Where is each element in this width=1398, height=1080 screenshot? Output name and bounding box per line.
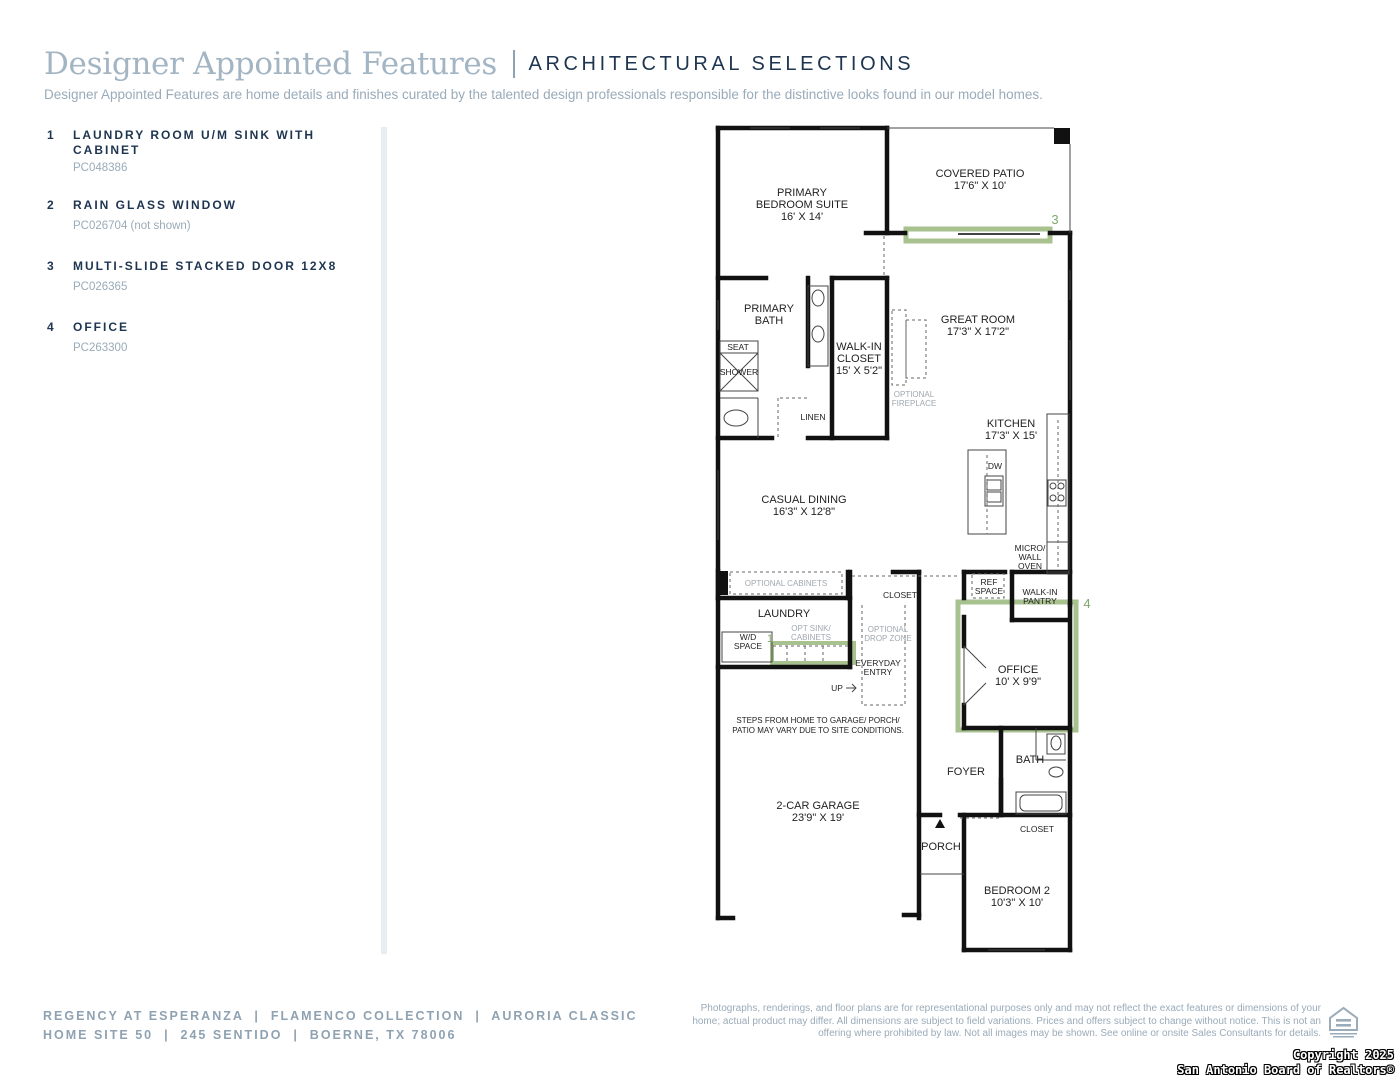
optional-cabinets-label: OPTIONAL CABINETS — [744, 579, 828, 588]
feature-item-office — [44, 320, 364, 360]
kitchen-dim: 17'3" X 15' — [984, 430, 1038, 442]
micro-wall-oven-label-3: OVEN — [1017, 561, 1043, 571]
porch-label: PORCH — [921, 841, 961, 853]
walk-in-closet-label: WALK-IN — [836, 341, 882, 353]
walk-in-pantry-label: WALK-IN — [1022, 587, 1058, 597]
feature-label: RAIN GLASS WINDOW — [73, 198, 237, 212]
linen-label: LINEN — [800, 412, 826, 422]
optional-fireplace-label-2: FIREPLACE — [891, 399, 937, 408]
opt-sink-label-2: CABINETS — [790, 633, 832, 642]
covered-patio-dim: 17'6" X 10' — [953, 180, 1007, 192]
up-arrow-icon — [846, 684, 856, 692]
optional-drop-zone-label: OPTIONAL — [867, 625, 909, 634]
marker-4: 4 — [1083, 596, 1091, 611]
copyright-watermark — [1177, 1048, 1394, 1078]
feature-item-laundry-sink — [44, 128, 364, 198]
vertical-divider-bar — [381, 127, 387, 954]
laundry-label: LAUNDRY — [757, 608, 811, 620]
feature-label: OFFICE — [73, 320, 129, 334]
up-label: UP — [831, 683, 843, 693]
steps-note-line-1: STEPS FROM HOME TO GARAGE/ PORCH/ — [736, 716, 900, 725]
footer-line-1: REGENCY AT ESPERANZA | FLAMENCO COLLECTION | AURORIA CLASSIC — [43, 1009, 638, 1023]
everyday-entry-label: EVERYDAY — [855, 658, 901, 668]
closet-lower-label: CLOSET — [1019, 824, 1055, 834]
feature-number: 1 — [47, 128, 54, 142]
feature-item-multi-slide-door — [44, 259, 364, 320]
feature-label: MULTI-SLIDE STACKED DOOR 12X8 — [73, 259, 338, 273]
marker-3: 3 — [1051, 212, 1059, 227]
title-divider — [513, 50, 515, 78]
disclaimer-text: Photographs, renderings, and floor plans are for representational purposes only and may not reflect the exact features or dimensions of your home; actual product may differ. All dimensions are subject to field variations. Prices and offers subject to change without notice. This is not an offering where prohibited by law. Not all images may be shown. See online or onsite Sales Consultants for details. — [692, 1003, 1321, 1040]
bedroom2-label: BEDROOM 2 — [983, 885, 1051, 897]
everyday-entry-label-2: ENTRY — [863, 667, 893, 677]
wd-space-label-2: SPACE — [733, 641, 763, 651]
feature-number: 4 — [47, 320, 54, 334]
walk-in-pantry-label-2: PANTRY — [1023, 596, 1057, 606]
kitchen-label: KITCHEN — [986, 418, 1036, 430]
primary-bedroom-dim: 16' X 14' — [780, 211, 824, 223]
optional-fireplace-label: OPTIONAL — [893, 390, 935, 399]
feature-list — [44, 128, 364, 360]
great-room-dim: 17'3" X 17'2" — [946, 326, 1010, 338]
footer-line-2: HOME SITE 50 | 245 SENTIDO | BOERNE, TX 78006 — [43, 1028, 457, 1042]
walk-in-closet-label-2: CLOSET — [836, 353, 882, 365]
seat-label: SEAT — [727, 342, 749, 352]
bath-label: BATH — [1015, 754, 1045, 766]
micro-wall-oven-label: MICRO/ — [1014, 543, 1046, 553]
feature-label: LAUNDRY ROOM U/M SINK WITH CABINET — [73, 128, 315, 157]
great-room-label: GREAT ROOM — [940, 314, 1016, 326]
page-title: Designer Appointed Features — [44, 46, 498, 82]
walls — [718, 128, 1070, 950]
primary-bath-label-2: BATH — [754, 315, 784, 327]
thin-lines — [718, 128, 1070, 950]
intro-text: Designer Appointed Features are home details and finishes curated by the talented design professionals responsible for the distinctive looks found in our model homes. — [44, 87, 1043, 102]
equal-housing-opportunity-icon — [1327, 1006, 1360, 1040]
porch-arrow-icon — [935, 819, 945, 828]
dw-label: DW — [987, 461, 1003, 471]
closet-upper-label: CLOSET — [882, 590, 918, 600]
feature-number: 3 — [47, 259, 54, 273]
garage-label: 2-CAR GARAGE — [776, 800, 860, 812]
page-subtitle: ARCHITECTURAL SELECTIONS — [528, 52, 915, 75]
primary-bedroom-label-2: BEDROOM SUITE — [755, 199, 849, 211]
feature-item-rain-glass — [44, 198, 364, 259]
feature-number: 2 — [47, 198, 54, 212]
footer-community-info — [43, 1007, 638, 1045]
shower-label: SHOWER — [719, 367, 759, 377]
optional-drop-zone-label-2: DROP ZONE — [864, 634, 912, 643]
micro-wall-oven-label-2: WALL — [1018, 552, 1042, 562]
copyright-line-1: Copyright 2025 — [1292, 1048, 1394, 1062]
ref-space-label-2: SPACE — [974, 586, 1004, 596]
marker-1: 1 — [766, 633, 774, 645]
casual-dining-dim: 16'3" X 12'8" — [772, 506, 836, 518]
bedroom2-dim: 10'3" X 10' — [990, 897, 1044, 909]
wd-space-label: W/D — [739, 632, 757, 642]
patio-column — [1054, 128, 1070, 144]
primary-bedroom-label: PRIMARY — [777, 187, 827, 199]
garage-dim: 23'9" X 19' — [791, 812, 845, 824]
ref-space-label: REF — [980, 577, 998, 587]
steps-note-line-2: PATIO MAY VARY DUE TO SITE CONDITIONS. — [732, 726, 904, 735]
covered-patio-label: COVERED PATIO — [935, 168, 1025, 180]
highlight-group — [772, 229, 1076, 730]
office-label: OFFICE — [997, 664, 1039, 676]
floor-plan — [700, 120, 1100, 960]
dining-column — [718, 571, 728, 595]
office-dim: 10' X 9'9" — [994, 676, 1042, 688]
page-header — [44, 44, 1364, 84]
feature-code: PC263300 — [73, 342, 128, 354]
feature-code: PC048386 — [73, 162, 128, 174]
walk-in-closet-dim: 15' X 5'2" — [835, 365, 883, 377]
primary-bath-label: PRIMARY — [744, 303, 794, 315]
feature-code: PC026365 — [73, 281, 128, 293]
feature-code: PC026704 (not shown) — [73, 220, 191, 232]
opt-sink-label: OPT SINK/ — [791, 624, 831, 633]
copyright-line-2: San Antonio Board of Realtors® — [1177, 1063, 1394, 1077]
foyer-label: FOYER — [947, 766, 985, 778]
casual-dining-label: CASUAL DINING — [761, 494, 847, 506]
